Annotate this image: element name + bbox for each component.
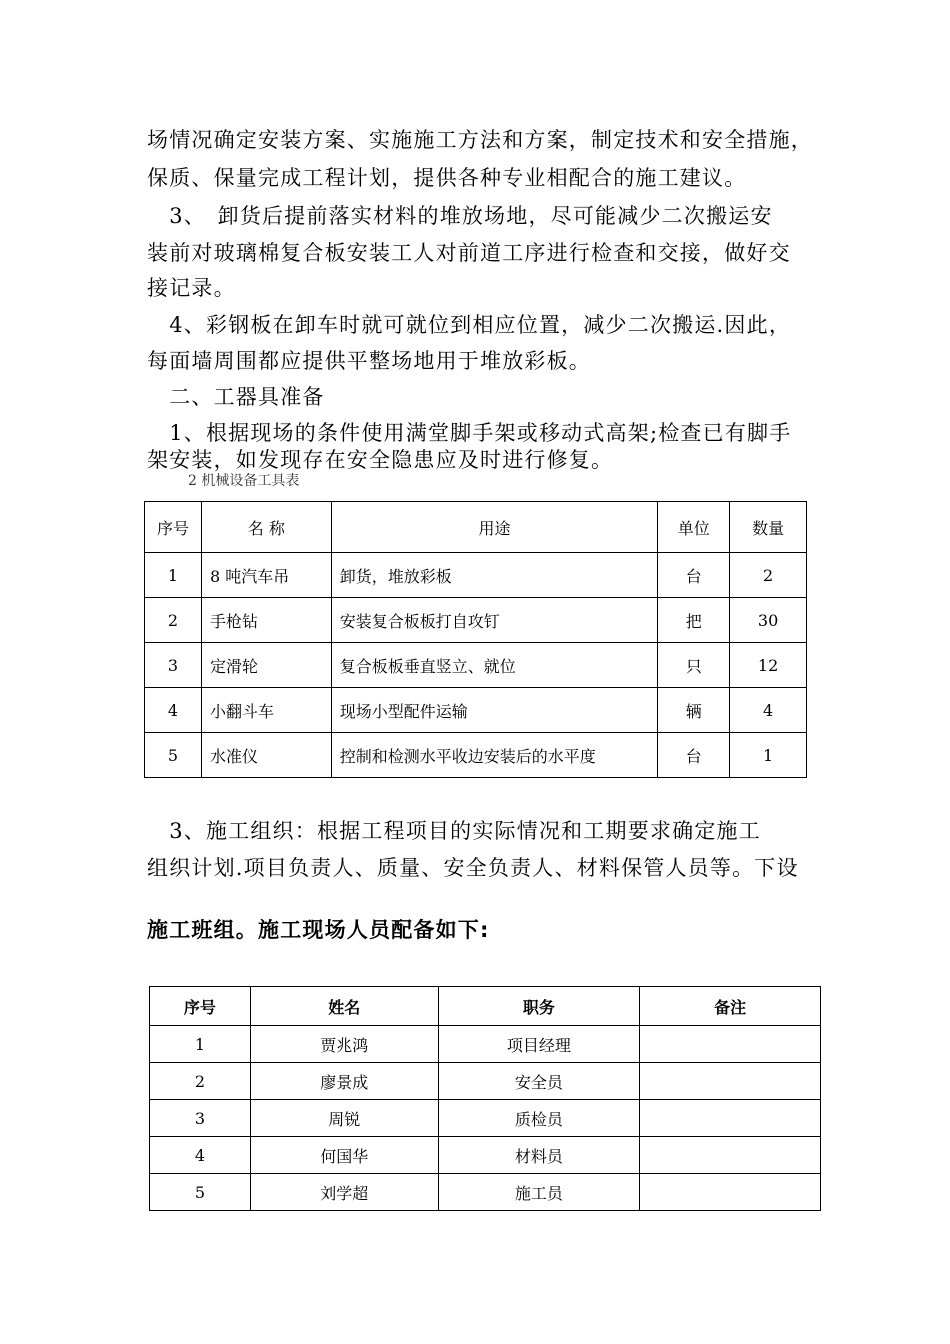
table-cell: 5	[145, 733, 202, 778]
table-row	[150, 1137, 821, 1174]
paragraph-line: 施工班组。施工现场人员配备如下:	[147, 918, 490, 942]
table-cell	[640, 1137, 821, 1174]
table-cell: 2	[730, 553, 807, 598]
section-heading: 二、工器具准备	[147, 385, 325, 409]
table-cell: 刘学超	[250, 1174, 438, 1211]
table-cell: 1	[730, 733, 807, 778]
table-cell: 卸货，堆放彩板	[331, 553, 658, 598]
table-cell: 安全员	[438, 1063, 640, 1100]
table-cell: 4	[150, 1137, 251, 1174]
table-row	[150, 1174, 821, 1211]
table-header-row	[145, 502, 807, 553]
table-cell: 水准仪	[201, 733, 331, 778]
table-cell: 辆	[658, 688, 730, 733]
paragraph-line: 架安装，如发现存在安全隐患应及时进行修复。	[147, 448, 614, 472]
paragraph-line: 4、彩钢板在卸车时就可就位到相应位置，减少二次搬运.因此，	[147, 313, 792, 337]
table-cell: 质检员	[438, 1100, 640, 1137]
table-cell: 3	[145, 643, 202, 688]
table-cell: 材料员	[438, 1137, 640, 1174]
table-cell: 何国华	[250, 1137, 438, 1174]
table-row	[150, 1026, 821, 1063]
table-cell	[640, 1026, 821, 1063]
table-cell: 贾兆鸿	[250, 1026, 438, 1063]
tools-table	[144, 501, 807, 778]
table-cell: 2	[150, 1063, 251, 1100]
table-cell: 只	[658, 643, 730, 688]
paragraph-line: 场情况确定安装方案、实施施工方法和方案，制定技术和安全措施，	[147, 128, 813, 152]
table-row	[150, 1063, 821, 1100]
table-cell: 5	[150, 1174, 251, 1211]
header-cell: 名 称	[201, 502, 331, 553]
table-cell: 廖景成	[250, 1063, 438, 1100]
table-cell: 1	[150, 1026, 251, 1063]
table-cell: 2	[145, 598, 202, 643]
paragraph-line: 3、 卸货后提前落实材料的堆放场地，尽可能减少二次搬运安	[147, 204, 773, 228]
paragraph-line: 每面墙周围都应提供平整场地用于堆放彩板。	[147, 349, 591, 373]
table-row	[145, 733, 807, 778]
table-cell	[640, 1063, 821, 1100]
table-cell: 台	[658, 553, 730, 598]
table-row	[145, 598, 807, 643]
paragraph-line: 3、施工组织：根据工程项目的实际情况和工期要求确定施工	[147, 819, 761, 843]
table-cell: 4	[730, 688, 807, 733]
table-row	[145, 643, 807, 688]
paragraph-line: 保质、保量完成工程计划，提供各种专业相配合的施工建议。	[147, 166, 747, 190]
header-cell: 用途	[331, 502, 658, 553]
table-cell: 1	[145, 553, 202, 598]
paragraph-line: 装前对玻璃棉复合板安装工人对前道工序进行检查和交接，做好交	[147, 241, 791, 265]
table-cell	[640, 1100, 821, 1137]
header-cell: 姓名	[250, 987, 438, 1026]
table-cell: 8 吨汽车吊	[201, 553, 331, 598]
table-cell: 施工员	[438, 1174, 640, 1211]
paragraph-line: 1、根据现场的条件使用满堂脚手架或移动式高架;检查已有脚手	[147, 421, 792, 445]
tools-table-caption: 2 机械设备工具表	[188, 473, 300, 489]
table-cell: 安装复合板板打自攻钉	[331, 598, 658, 643]
table-cell: 4	[145, 688, 202, 733]
table-cell: 30	[730, 598, 807, 643]
table-row	[145, 688, 807, 733]
table-cell: 控制和检测水平收边安装后的水平度	[331, 733, 658, 778]
table-cell	[640, 1174, 821, 1211]
table-header-row	[150, 987, 821, 1026]
table-cell: 周锐	[250, 1100, 438, 1137]
paragraph-line: 组织计划.项目负责人、质量、安全负责人、材料保管人员等。下设	[147, 856, 799, 880]
table-cell: 复合板板垂直竖立、就位	[331, 643, 658, 688]
header-cell: 备注	[640, 987, 821, 1026]
table-cell: 把	[658, 598, 730, 643]
table-row	[150, 1100, 821, 1137]
table-cell: 12	[730, 643, 807, 688]
header-cell: 数量	[730, 502, 807, 553]
header-cell: 序号	[145, 502, 202, 553]
header-cell: 单位	[658, 502, 730, 553]
table-cell: 3	[150, 1100, 251, 1137]
paragraph-line: 接记录。	[147, 276, 236, 300]
table-cell: 小翻斗车	[201, 688, 331, 733]
table-cell: 现场小型配件运输	[331, 688, 658, 733]
staff-table	[149, 986, 821, 1211]
table-cell: 项目经理	[438, 1026, 640, 1063]
table-row	[145, 553, 807, 598]
header-cell: 职务	[438, 987, 640, 1026]
table-cell: 手枪钻	[201, 598, 331, 643]
table-cell: 定滑轮	[201, 643, 331, 688]
table-cell: 台	[658, 733, 730, 778]
header-cell: 序号	[150, 987, 251, 1026]
